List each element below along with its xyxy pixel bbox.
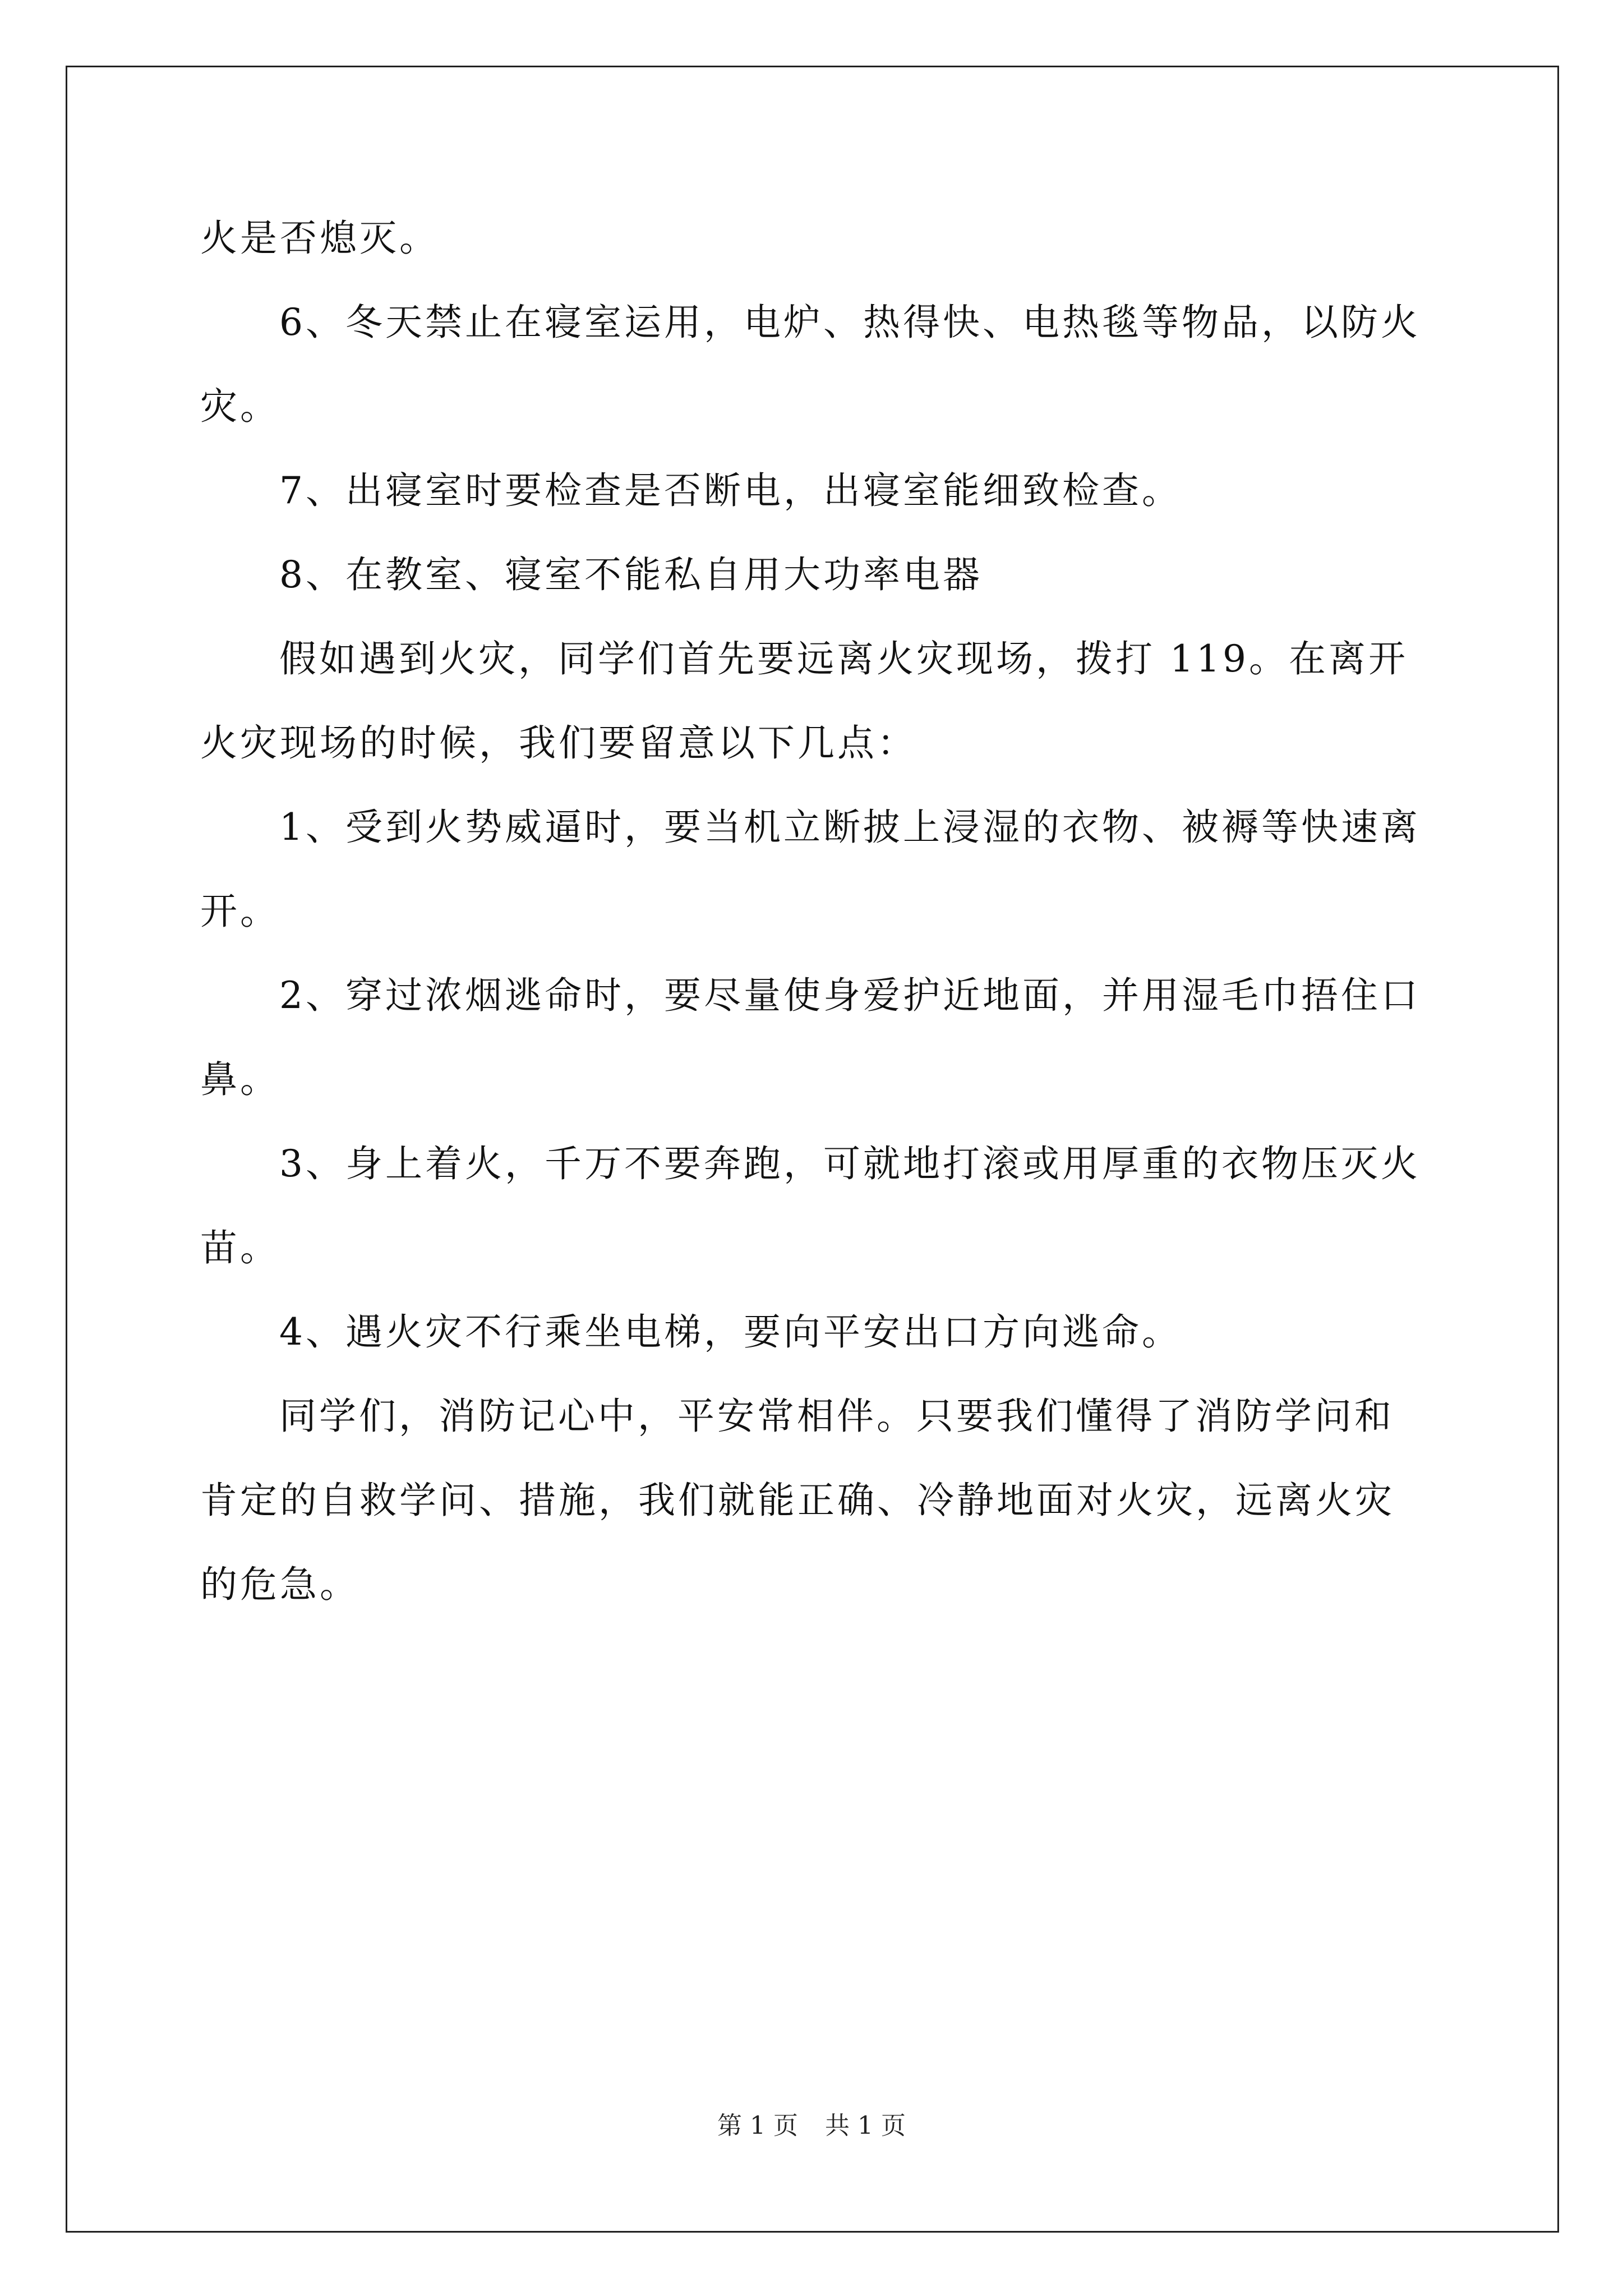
text-line-1: 火是否熄灭。 — [200, 217, 439, 260]
text-line-14: 4、遇火灾不行乘坐电梯，要向平安出口方向逃命。 — [279, 1310, 1182, 1354]
text-line-13: 苗。 — [200, 1226, 280, 1269]
text-line-17: 的危急。 — [200, 1563, 359, 1606]
page-number-total: 共 1 页 — [825, 2111, 906, 2140]
text-line-12: 3、身上着火，千万不要奔跑，可就地打滚或用厚重的衣物压灭火 — [279, 1142, 1421, 1185]
text-line-5: 8、在教室、寝室不能私自用大功率电器 — [279, 553, 983, 596]
document-body — [200, 196, 1434, 1627]
text-line-10: 2、穿过浓烟逃命时，要尽量使身爱护近地面，并用湿毛巾捂住口 — [279, 974, 1421, 1017]
text-line-6: 假如遇到火灾，同学们首先要远离火灾现场，拨打 119。在离开 — [279, 637, 1408, 680]
text-line-11: 鼻。 — [200, 1058, 280, 1101]
text-line-4: 7、出寝室时要检查是否断电，出寝室能细致检查。 — [279, 469, 1182, 512]
text-line-16: 肯定的自救学问、措施，我们就能正确、冷静地面对火灾，远离火灾 — [200, 1479, 1395, 1522]
text-line-15: 同学们，消防记心中，平安常相伴。只要我们懂得了消防学问和 — [279, 1395, 1394, 1438]
text-line-9: 开。 — [200, 890, 280, 933]
text-line-7: 火灾现场的时候，我们要留意以下几点： — [200, 721, 917, 765]
page-footer — [0, 2109, 1623, 2143]
page-number-current: 第 1 页 — [717, 2111, 798, 2140]
text-line-2: 6、冬天禁止在寝室运用，电炉、热得快、电热毯等物品，以防火 — [279, 301, 1421, 344]
text-line-8: 1、受到火势威逼时，要当机立断披上浸湿的衣物、被褥等快速离 — [279, 806, 1421, 849]
text-line-3: 灾。 — [200, 385, 280, 428]
